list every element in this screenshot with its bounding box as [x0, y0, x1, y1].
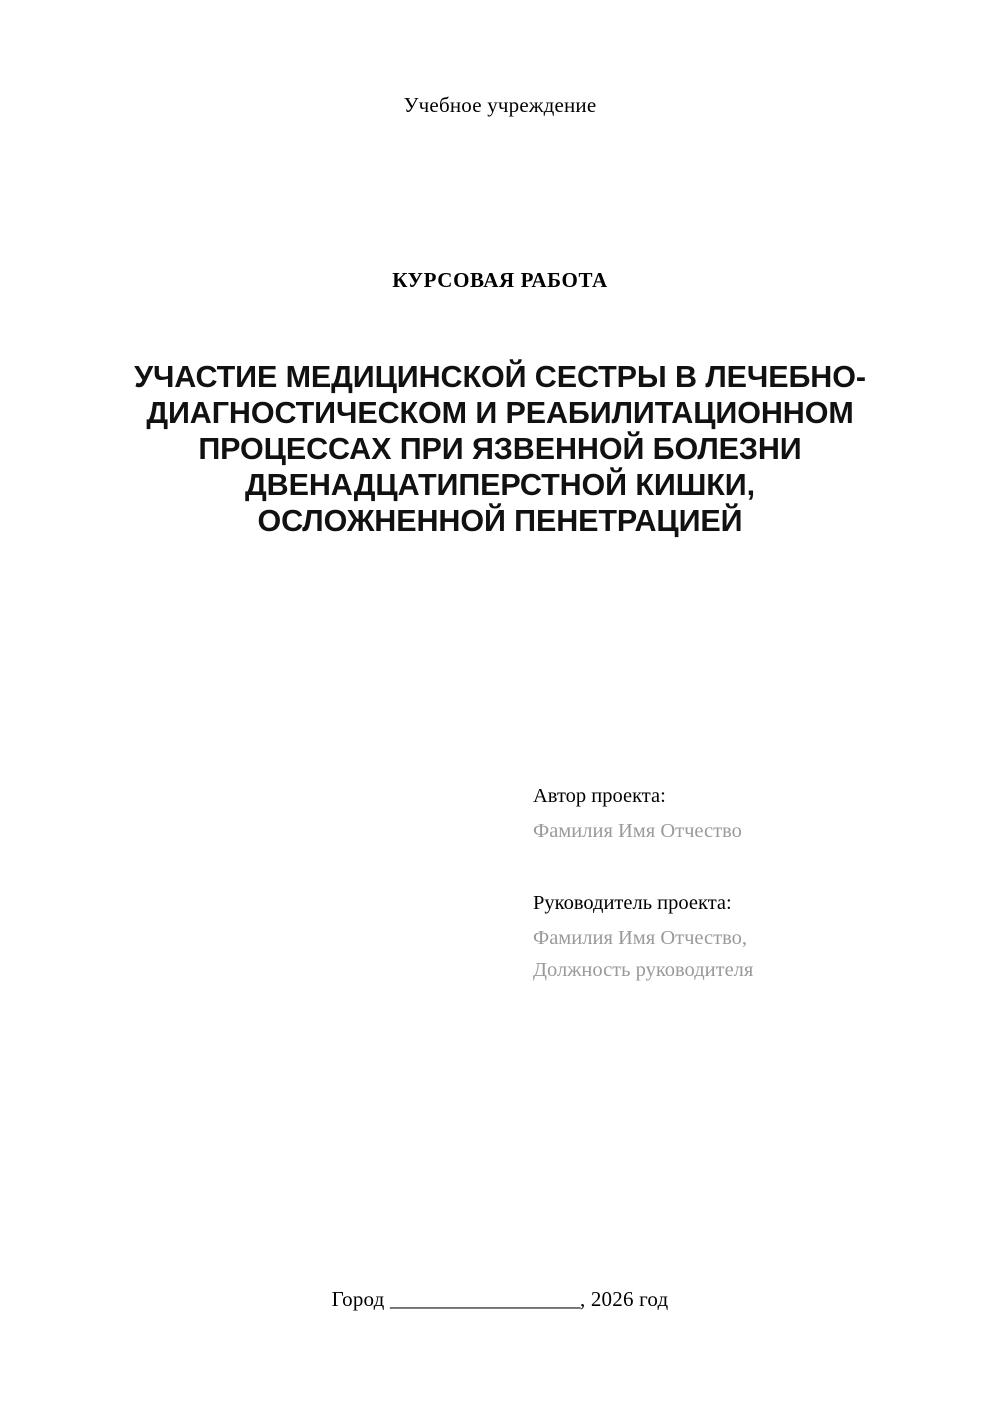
year-label: , 2026 год	[579, 1287, 669, 1311]
city-blank-line: ___________________	[389, 1287, 580, 1311]
institution-name: Учебное учреждение	[403, 93, 597, 117]
supervisor-label: Руководитель проекта:	[533, 892, 732, 915]
credits-block	[533, 782, 953, 987]
page-title: УЧАСТИЕ МЕДИЦИНСКОЙ СЕСТРЫ В ЛЕЧЕБНО-ДИАГНОСТИЧЕСКОМ И РЕАБИЛИТАЦИОННОМ ПРОЦЕССАХ ПРИ ЯЗВЕННОЙ БОЛЕЗНИ ДВЕНАДЦАТИПЕРСТНОЙ КИШКИ, ОСЛОЖНЕННОЙ ПЕНЕТРАЦИЕЙ	[134, 360, 866, 538]
author-label: Автор проекта:	[533, 785, 666, 807]
city-label: Город	[331, 1287, 385, 1311]
credits-spacer	[533, 847, 953, 889]
supervisor-position-placeholder: Должность руководителя	[533, 958, 754, 981]
work-type-label: КУРСОВАЯ РАБОТА	[392, 268, 608, 292]
supervisor-name-placeholder: Фамилия Имя Отчество,	[533, 927, 747, 950]
author-name-placeholder: Фамилия Имя Отчество	[533, 819, 742, 842]
footer-city-year	[0, 1287, 1000, 1312]
